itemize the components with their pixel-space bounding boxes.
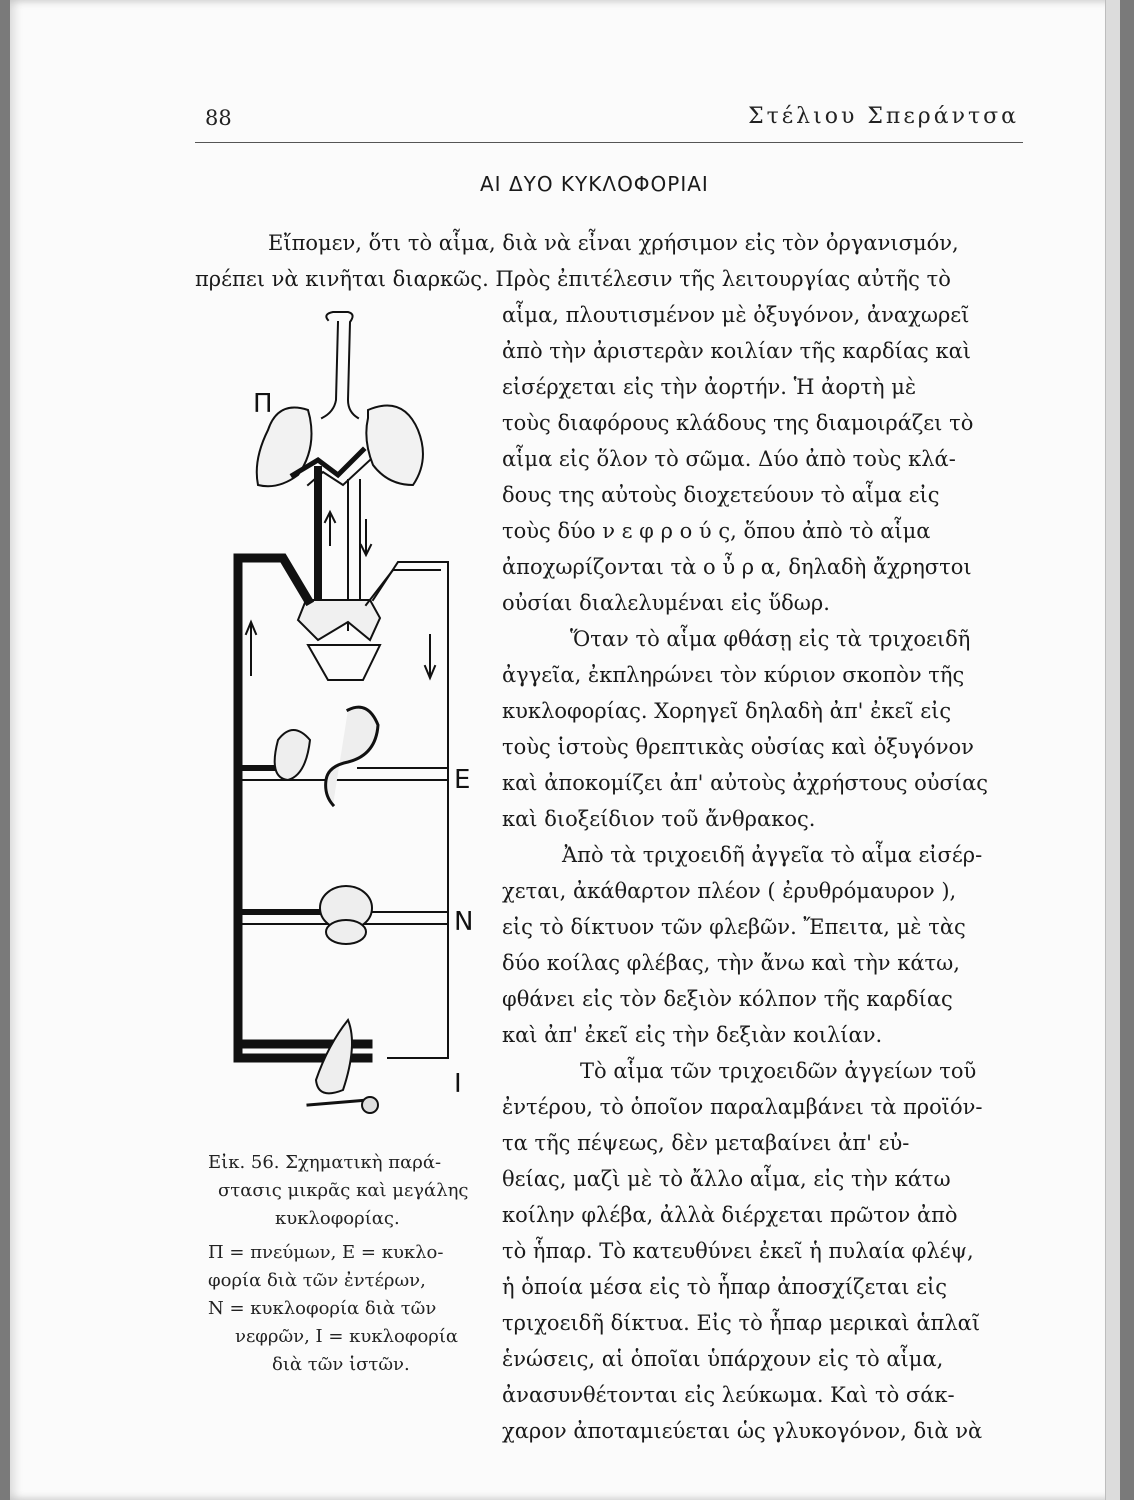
body-line: ἐντέρου, τὸ ὁποῖον παραλαμβάνει τὰ προϊόν- (502, 1095, 983, 1119)
book-page (10, 0, 1120, 1500)
body-line: τριχοειδῆ δίκτυα. Εἰς τὸ ἧπαρ μερικαὶ ἁπλαῖ (502, 1311, 981, 1335)
section-title: ΑΙ ΔΥΟ ΚΥΚΛΟΦΟΡΙΑΙ (480, 172, 709, 196)
body-line: τα τῆς πέψεως, δὲν μεταβαίνει ἀπ' εὐ- (502, 1131, 910, 1155)
body-line: τοὺς δύο ν ε φ ρ ο ύ ς, ὅπου ἀπὸ τὸ αἷμα (502, 519, 931, 543)
body-line: αἷμα, πλουτισμένον μὲ ὀξυγόνον, ἀναχωρεῖ (502, 303, 970, 327)
figure-caption-line: Εἰκ. 56. Σχηματικὴ παρά- (208, 1152, 442, 1173)
body-line: καὶ διοξείδιον τοῦ ἄνθρακος. (502, 807, 816, 831)
body-line: κυκλοφορίας. Χορηγεῖ δηλαδὴ ἀπ' ἐκεῖ εἰς (502, 699, 952, 723)
body-line: κοίλην φλέβα, ἀλλὰ διέρχεται πρῶτον ἀπὸ (502, 1203, 958, 1227)
page-header (195, 102, 1023, 143)
page-edge (1105, 0, 1120, 1500)
body-line: εἰσέρχεται εἰς τὴν ἀορτήν. Ἡ ἀορτὴ μὲ (502, 375, 917, 399)
body-line: οὐσίαι διαλελυμέναι εἰς ὕδωρ. (502, 591, 830, 615)
body-line: δους της αὐτοὺς διοχετεύουν τὸ αἷμα εἰς (502, 483, 940, 507)
venous-return-path (238, 558, 368, 1058)
label-tissue: Ι (454, 1069, 462, 1099)
body-line: ἑνώσεις, αἱ ὁποῖαι ὑπάρχουν εἰς τὸ αἷμα, (502, 1347, 944, 1371)
figure-legend-line: φορία διὰ τῶν ἐντέρων, (208, 1270, 426, 1291)
body-line: χεται, ἀκάθαρτον πλέον ( ἐρυθρόμαυρον ), (502, 879, 957, 903)
left-lung-shape (257, 408, 312, 487)
body-line: εἰς τὸ δίκτυον τῶν φλεβῶν. Ἔπειτα, μὲ τὰς (502, 915, 966, 939)
body-line: ἀνασυνθέτονται εἰς λεύκωμα. Καὶ τὸ σάκ- (502, 1383, 955, 1407)
page-number: 88 (205, 106, 232, 130)
figure-caption-line: στασις μικρᾶς καὶ μεγάλης (218, 1180, 469, 1201)
figure-caption-line: κυκλοφορίας. (275, 1208, 400, 1229)
label-lung: Π (253, 389, 273, 419)
figure-legend-line: διὰ τῶν ἱστῶν. (272, 1354, 410, 1375)
trachea-shape (326, 312, 358, 418)
figure-legend-line: Π = πνεύμων, Ε = κυκλο- (208, 1242, 444, 1263)
label-intestine: Ε (454, 765, 471, 795)
body-line: Ἀπὸ τὰ τριχοειδῆ ἀγγεῖα τὸ αἷμα εἰσέρ- (562, 843, 983, 867)
arterial-path (373, 562, 448, 1058)
intestine-shape (275, 730, 310, 780)
running-title: Στέλιου Σπεράντσα (748, 104, 1019, 129)
body-line: αἷμα εἰς ὅλον τὸ σῶμα. Δύο ἀπὸ τοὺς κλά- (502, 447, 956, 471)
body-line: Εἴπομεν, ὅτι τὸ αἷμα, διὰ νὰ εἶναι χρήσιμον εἰς τὸν ὀργανισμόν, (268, 231, 959, 255)
circulation-diagram (198, 300, 498, 1140)
heart-shape (298, 600, 380, 640)
body-line: καὶ ἀπ' ἐκεῖ εἰς τὴν δεξιὰν κοιλίαν. (502, 1023, 883, 1047)
body-line: δύο κοίλας φλέβας, τὴν ἄνω καὶ τὴν κάτω, (502, 951, 960, 975)
body-line: ἀποχωρίζονται τὰ ο ὖ ρ α, δηλαδὴ ἄχρηστοι (502, 555, 972, 579)
figure-legend-line: νεφρῶν, Ι = κυκλοφορία (235, 1326, 459, 1347)
body-line: ἡ ὁποία μέσα εἰς τὸ ἧπαρ ἀποσχίζεται εἰς (502, 1275, 947, 1299)
body-line: Ὅταν τὸ αἷμα φθάσῃ εἰς τὰ τριχοειδῆ (570, 627, 971, 651)
body-line: Τὸ αἷμα τῶν τριχοειδῶν ἀγγείων τοῦ (580, 1059, 977, 1083)
body-line: ἀπὸ τὴν ἀριστερὰν κοιλίαν τῆς καρδίας καὶ (502, 339, 971, 363)
body-line: πρέπει νὰ κινῆται διαρκῶς. Πρὸς ἐπιτέλεσιν τῆς λειτουργίας αὐτῆς τὸ (195, 267, 951, 291)
body-line: ἀγγεῖα, ἐκπληρώνει τὸν κύριον σκοπὸν τῆς (502, 663, 965, 687)
figure-legend-line: Ν = κυκλοφορία διὰ τῶν (208, 1298, 437, 1319)
body-line: τοὺς ἱστοὺς θρεπτικὰς οὐσίας καὶ ὀξυγόνον (502, 735, 974, 759)
body-line: τοὺς διαφόρους κλάδους της διαμοιράζει τὸ (502, 411, 974, 435)
body-line: θείας, μαζὶ μὲ τὸ ἄλλο αἷμα, εἰς τὴν κάτω (502, 1167, 951, 1191)
body-line: τὸ ἧπαρ. Τὸ κατευθύνει ἐκεῖ ἡ πυλαία φλέψ, (502, 1239, 974, 1263)
right-lung-shape (366, 406, 423, 486)
label-kidney: Ν (454, 907, 474, 937)
body-line: χαρον ἀποταμιεύεται ὡς γλυκογόνον, διὰ νὰ (502, 1419, 983, 1443)
body-line: φθάνει εἰς τὸν δεξιὸν κόλπον τῆς καρδίας (502, 987, 953, 1011)
body-line: καὶ ἀποκομίζει ἀπ' αὐτοὺς ἀχρήστους οὐσίας (502, 771, 989, 795)
